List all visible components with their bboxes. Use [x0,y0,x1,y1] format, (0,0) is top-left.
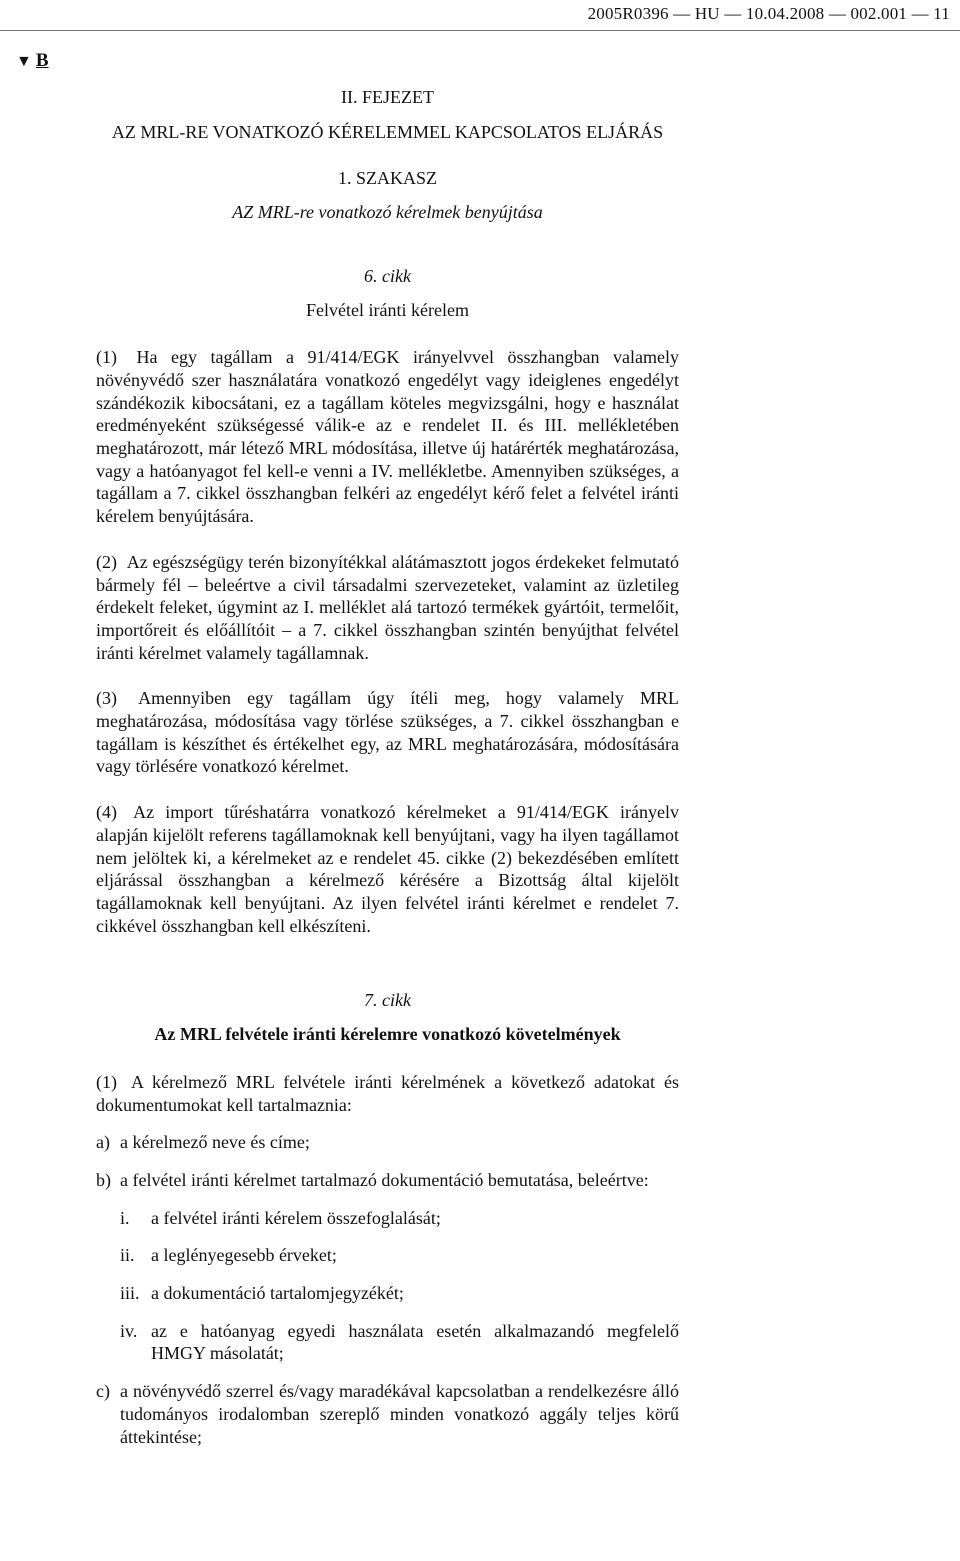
sub-item-ii [120,1244,679,1267]
amendment-marker [16,50,49,72]
paragraph-number: (3) [96,688,117,709]
list-item-text: a kérelmező neve és címe; [120,1132,310,1153]
paragraph-number: (1) [96,347,117,368]
sub-item-iv [120,1320,679,1365]
list-marker: i. [120,1207,130,1228]
article-6-paragraph-3 [96,687,679,778]
list-marker: b) [96,1169,111,1190]
chapter-number: II. FEJEZET [341,87,434,107]
article-6-paragraph-4 [96,801,679,937]
list-marker: ii. [120,1245,135,1266]
list-item-text: a felvétel iránti kérelmet tartalmazó dokumentáció bemutatása, beleértve: [120,1169,649,1190]
list-item-b [96,1169,679,1192]
paragraph-text: Amennyiben egy tagállam úgy ítéli meg, hogy valamely MRL meghatározása, módosítása vagy törlése szükséges, a 7. cikkel összhangban e tagállam is készíthet és értékelhet egy, az MRL meghatározására, módosítására vagy törlésére vonatkozó kérelmet. [96,688,679,777]
article-7-number: 7. cikk [364,990,411,1011]
paragraph-text: A kérelmező MRL felvétele iránti kérelmének a következő adatokat és dokumentumokat kell tartalmaznia: [96,1071,679,1115]
list-marker: iii. [120,1283,140,1304]
paragraph-number: (1) [96,1071,117,1092]
list-item-text: a dokumentáció tartalomjegyzékét; [151,1283,404,1304]
header-divider [0,30,960,31]
list-marker: c) [96,1381,110,1402]
chapter-title: AZ MRL-RE VONATKOZÓ KÉRELEMMEL KAPCSOLATOS ELJÁRÁS [111,121,664,142]
list-item-text: az e hatóanyag egyedi használata esetén alkalmazandó megfelelő HMGY másolatát; [151,1320,679,1364]
sub-item-i [120,1207,679,1230]
paragraph-text: Ha egy tagállam a 91/414/EGK irányelvvel összhangban valamely növényvédő szer használatára vonatkozó engedélyt vagy ideiglenes engedélyt szándékozik kibocsátani, ez a tagállam köteles megvizsgálni, hogy e használat eredményeként szükségessé válik-e az e rendelet II. és III. mellékletében meghatározott, már létező MRL módosítása, illetve új határérték meghatározása, vagy a hatóanyagot fel kell-e venni a IV. mellékletbe. Amennyiben szükséges, a tagállam a 7. cikkel összhangban felkéri az engedélyt kérő felet a felvétel iránti kérelem benyújtására. [96,347,680,527]
article-6-paragraph-1 [96,346,679,528]
list-marker: a) [96,1132,110,1153]
section-title: AZ MRL-re vonatkozó kérelmek benyújtása [232,202,543,223]
list-item-text: a növényvédő szerrel és/vagy maradékával kapcsolatban a rendelkezésre álló tudományos irodalomban szereplő minden vonatkozó aggály teljes körű áttekintése; [120,1381,679,1447]
paragraph-text: Az import tűréshatárra vonatkozó kérelmeket a 91/414/EGK irányelv alapján kijelölt referens tagállamoknak kell benyújtani, vagy ha ilyen tagállamot nem jelöltek ki, a kérelmeket az e rendelet 45. cikke (2) bekezdésében említett eljárással összhangban a kérelmező kérésére a Bizottság által kijelölt tagállamoknak kell benyújtani. Az ilyen felvétel iránti kérelmet e rendelet 7. cikkével összhangban kell elkészíteni. [96,802,679,936]
list-item-c [96,1380,679,1448]
down-triangle-icon: ▼ [16,53,32,70]
list-item-a [96,1131,679,1154]
article-6-number: 6. cikk [364,265,411,286]
article-7-title: Az MRL felvétele iránti kérelemre vonatkozó követelmények [154,1024,621,1045]
paragraph-number: (4) [96,802,117,823]
paragraph-text: Az egészségügy terén bizonyítékkal alátámasztott jogos érdekeket felmutató bármely fél – beleértve a civil társadalmi szervezeteket, valamint az üzletileg érdekelt feleket, úgymint az I. melléklet alá tartozó termékek gyártóit, termelőit, importőreit és előállítóit – a 7. cikkel összhangban szintén benyújthat felvétel iránti kérelmet valamely tagállamnak. [96,551,679,663]
amendment-code: B [35,50,49,71]
sub-item-iii [120,1282,679,1305]
section-number: 1. SZAKASZ [337,168,437,189]
article-6-title: Felvétel iránti kérelem [306,299,469,320]
article-7-paragraph-1 [96,1071,679,1116]
requirements-list [96,1131,679,1448]
list-item-text: a leglényegesebb érveket; [151,1245,337,1266]
list-marker: iv. [120,1320,138,1341]
list-item-text: a felvétel iránti kérelem összefoglalását; [151,1207,441,1228]
document-body [96,86,679,1448]
running-header: 2005R0396 — HU — 10.04.2008 — 002.001 — 11 [587,4,950,23]
paragraph-number: (2) [96,551,117,572]
article-6-paragraph-2 [96,551,679,665]
